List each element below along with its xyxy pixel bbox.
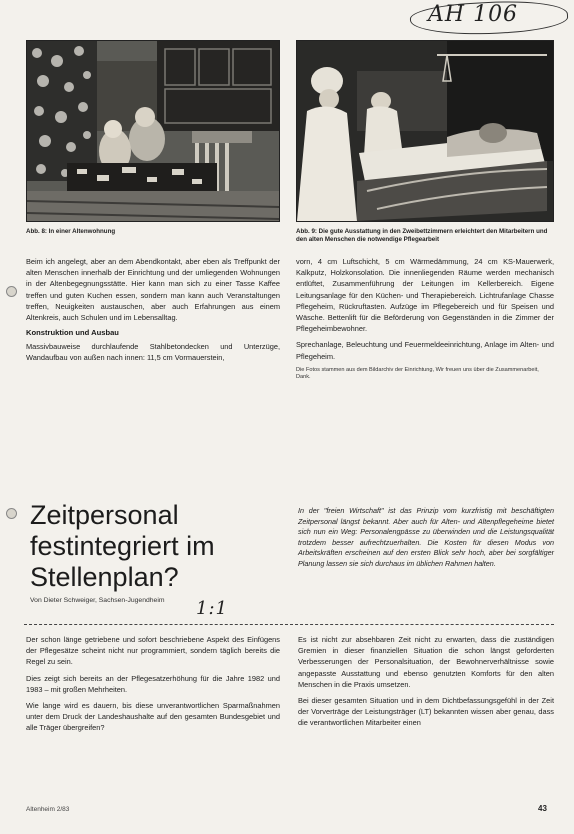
photo-caption-left: Abb. 8: In einer Altenwohnung xyxy=(26,228,116,235)
article2-paragraph: Dies zeigt sich bereits an der Pflegesatzerhöhung für die Jahre 1982 und 1983 – mit großen Mehrheiten. xyxy=(26,673,280,694)
article1-paragraph: Sprechanlage, Beleuchtung und Feuermeldeeinrichtung, Anlage im Alten- und Pflegeheim. xyxy=(296,340,554,361)
handwritten-note: AH 106 xyxy=(428,2,519,27)
article1-column-right xyxy=(296,256,554,382)
punch-hole-lower xyxy=(6,508,17,519)
article1-paragraph: Massivbauweise durchlaufende Stahlbetondecken und Unterzüge, Wandaufbau von außen nach innen: 11,5 cm Vormauerstein, xyxy=(26,342,280,363)
photo-care-room xyxy=(296,40,554,222)
article2-paragraph: Wie lange wird es dauern, bis diese unverantwortlichen Sparmaßnahmen unter dem Druck der Landeshaushalte auf den gesamten Bundesgebiet und alle Träger übergreifen? xyxy=(26,701,280,733)
article1-column-left xyxy=(26,256,280,369)
title-line: Stellenplan? xyxy=(30,562,179,592)
article1-paragraph: vorn, 4 cm Luftschicht, 5 cm Wärmedämmung, 24 cm KS-Mauerwerk, Kalkputz, Holzkonsolation. Die innenliegenden Räume werden mechanisch entlüftet, Zusammenführung der Leitungen im Kellerbereich. Eigene Leitungsanlage für den Küchen- und Therapiebereich. Lichtrufanlage Chasse Pflegeheim, Rückruftasten. Aufzüge im Pflegebereich und für Speisen und Wäsche. Bettenlift für die Beförderung von Gegenständen in die Zimmer der Pflegeheimbewohner. xyxy=(296,257,554,334)
photo-source-note: Die Fotos stammen aus dem Bildarchiv der Einrichtung, Wir freuen uns über die Zusammenarbeit, Dank. xyxy=(296,366,539,381)
separator-line xyxy=(24,624,554,625)
footer-issue: Altenheim 2/83 xyxy=(26,806,70,813)
article2-paragraph: Es ist nicht zur absehbaren Zeit nicht zu erwarten, dass die zuständigen Gremien in dieser finanziellen Situation die schon längst geforderten Verbesserungen der Personalsituation, der Bewohnerverhältnisse sowie angepasste Ausstattung und ebenso genutzten Komforts für den alten Menschen in die Praxis umsetzen. xyxy=(298,635,554,689)
article2-paragraph: Der schon länge getriebene und sofort beschriebene Aspekt des Einfügens der Pflegesätze scheint nicht nur programmiert, sondern täglich bereits die Regel zu sein. xyxy=(26,635,280,667)
article1-paragraph: Beim ich angelegt, aber an dem Abendkontakt, aber eben als Treffpunkt der alten Menschen innerhalb der Einrichtung und der umliegenden Wohnungen in der Altenbegegnungsstätte. Hier kann man sich zu einer Tasse Kaffee treffen und guten Kuchen essen, sondern man kann auch Veranstaltungen treffen, Neuigkeiten austauschen, aber auch Erfahrungen aus einem Altenkreis, auch Schulen und im Lebensalltag. xyxy=(26,257,280,323)
punch-hole-upper xyxy=(6,286,17,297)
article2-title xyxy=(30,500,280,593)
title-line: festintegriert im xyxy=(30,531,215,561)
article2-column-right xyxy=(298,634,554,734)
title-line: Zeitpersonal xyxy=(30,500,179,530)
article2-paragraph: Bei dieser gesamten Situation und in dem Dichtbefassungsgefühl in der Zeit der Vorverträge der Leistungsträger (LT) bekannten wissen aber genau, dass die verantwortlichen Mitarbeiter einen xyxy=(298,696,554,728)
photo-living-room xyxy=(26,40,280,222)
article2-intro xyxy=(298,506,554,570)
handwritten-mark: 1:1 xyxy=(196,598,228,619)
page-number: 43 xyxy=(538,804,547,813)
photo-caption-right: Abb. 9: Die gute Ausstattung in den Zweibettzimmern erleichtert den Mitarbeitern und den alten Menschen die notwendige Pflegearbeit xyxy=(296,228,548,243)
article2-column-left xyxy=(26,634,280,739)
section-heading: Konstruktion und Ausbau xyxy=(26,328,119,338)
intro-text: In der "freien Wirtschaft" ist das Prinzip vom kurzfristig mit beschäftigten Zeitpersonal längst bekannt. Aber auch für Alten- und Altenpflegeheime bietet sich nun ein Weg: Personalengpässe zu überwinden und die Leistungsqualität trotzdem besser aufrechtzuerhalten. Die Kosten für diesen Modus von Arbeitskräften erscheinen auf den ersten Blick sehr hoch, aber bei sorgfältiger Planung lassen sie sich durchaus im üblichen Rahmen halten. xyxy=(298,506,554,568)
article2-byline: Von Dieter Schweiger, Sachsen-Jugendheim xyxy=(30,597,165,604)
